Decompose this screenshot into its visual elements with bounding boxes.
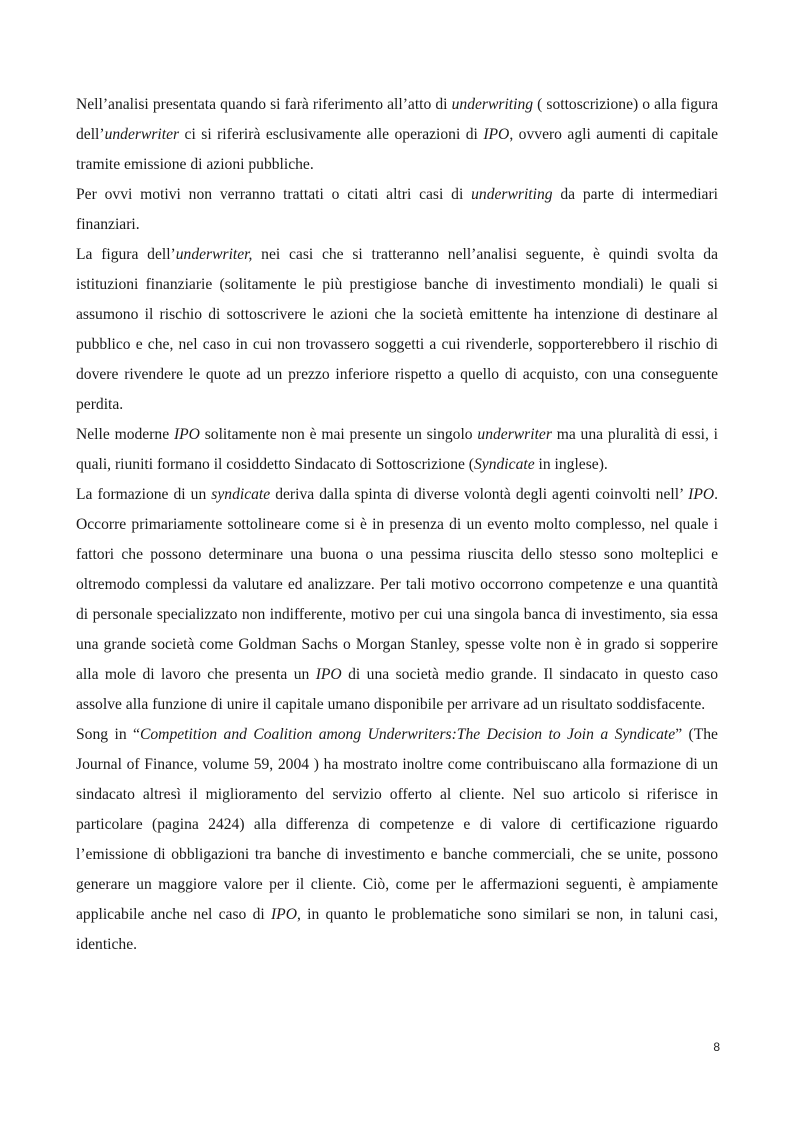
italic-text: Syndicate — [474, 456, 535, 473]
italic-text: underwriter — [477, 426, 552, 443]
text-run: , ovvero agli aumenti di capitale tramite emissione di azioni pubbliche. — [76, 126, 719, 173]
italic-text: IPO — [483, 126, 510, 143]
text-run: in inglese). — [534, 456, 608, 473]
text-run: Song in “ — [76, 726, 140, 743]
paragraph — [76, 420, 718, 480]
body-text — [76, 90, 718, 960]
paragraph — [76, 480, 718, 720]
text-run: deriva dalla spinta di diverse volontà degli agenti coinvolti nell’ — [270, 486, 689, 503]
text-run: nei casi che si tratteranno nell’analisi seguente, è quindi svolta da istituzioni finanziarie (solitamente le più prestigiose banche di investimento mondiali) le quali si assumono il rischio di sottoscrivere le azioni che la società emittente ha intenzione di destinare al pubblico e che, nel caso in cui non trovassero soggetti a cui rivenderle, sopporterebbero il rischio di dovere rivendere le quote ad un prezzo inferiore rispetto a quello di acquisto, con una conseguente perdita. — [76, 246, 718, 413]
text-run: ma una pluralità di essi, i quali, riuniti formano il cosiddetto Sindacato di Sottoscrizione ( — [76, 426, 718, 473]
text-run: ” (The Journal of Finance, volume 59, 2004 ) ha mostrato inoltre come contribuiscano alla formazione di un sindacato altresì il miglioramento del servizio offerto al cliente. Nel suo articolo si riferisce in particolare (pagina 2424) alla differenza di competenze e di valore di certificazione riguardo l’emissione di obbligazioni tra banche di investimento e banche commerciali, che se unite, possono generare un maggiore valore per il cliente. Ciò, come per le affermazioni seguenti, è ampiamente applicabile anche nel caso di — [76, 726, 718, 923]
paragraph — [76, 720, 718, 960]
text-run: Nelle moderne — [76, 426, 174, 443]
paragraph — [76, 180, 718, 240]
italic-text: IPO — [315, 666, 342, 683]
text-run: , in quanto le problematiche sono similari se non, in taluni casi, identiche. — [76, 906, 718, 953]
italic-text: IPO — [688, 486, 715, 503]
text-run: solitamente non è mai presente un singolo — [199, 426, 478, 443]
italic-text: underwriting — [451, 96, 534, 113]
page-number: 8 — [713, 1040, 720, 1054]
italic-text: underwriter, — [175, 246, 253, 263]
italic-text: underwriting — [471, 186, 553, 203]
text-run: La figura dell’ — [76, 246, 176, 263]
text-run: Per ovvi motivi non verranno trattati o citati altri casi di — [76, 186, 472, 203]
paragraph — [76, 240, 718, 420]
text-run: di una società medio grande. Il sindacato in questo caso assolve alla funzione di unire il capitale umano disponibile per arrivare ad un risultato soddisfacente. — [76, 666, 719, 713]
text-run: La formazione di un — [76, 486, 212, 503]
text-run: . Occorre primariamente sottolineare come si è in presenza di un evento molto complesso, nel quale i fattori che possono determinare una buona o una pessima riuscita dello stesso sono molteplici e oltremodo complessi da valutare ed analizzare. Per tali motivo occorrono competenze e una quantità di personale specializzato non indifferente, motivo per cui una singola banca di investimento, sia essa una grande società come Goldman Sachs o Morgan Stanley, spesse volte non è in grado si sopperire alla mole di lavoro che presenta un — [76, 486, 719, 683]
paragraph — [76, 90, 718, 180]
text-run: ci si riferirà esclusivamente alle operazioni di — [179, 126, 484, 143]
italic-text: syndicate — [211, 486, 271, 503]
italic-text: IPO — [270, 906, 297, 923]
italic-text: underwriter — [104, 126, 180, 143]
text-run: ( sottoscrizione) o alla figura dell’ — [76, 96, 718, 143]
italic-text: IPO — [173, 426, 200, 443]
italic-text: Competition and Coalition among Underwriters:The Decision to Join a Syndicate — [139, 726, 676, 743]
text-run: da parte di intermediari finanziari. — [76, 186, 718, 233]
text-run: Nell’analisi presentata quando si farà riferimento all’atto di — [76, 96, 452, 113]
